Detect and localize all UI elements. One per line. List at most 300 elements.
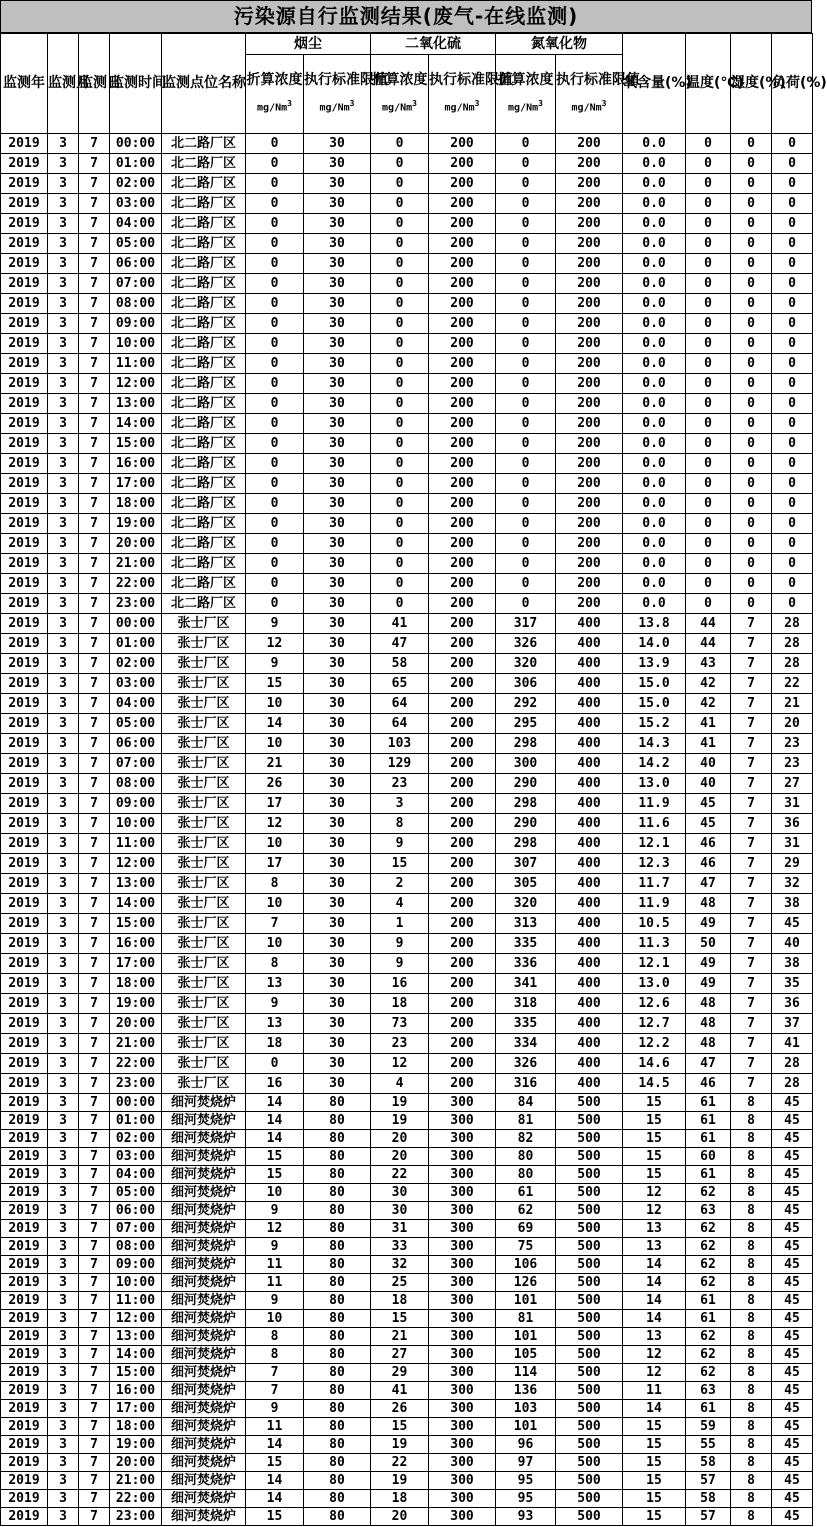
cell-smoke-conc: 0 <box>246 594 304 614</box>
header-so2-conc <box>371 55 429 134</box>
cell-so2-limit: 200 <box>429 334 496 354</box>
cell-so2-conc: 12 <box>371 1054 429 1074</box>
cell-so2-limit: 200 <box>429 954 496 974</box>
header-load: 负荷(%) <box>772 34 813 134</box>
cell-oxygen: 0.0 <box>623 434 686 454</box>
unit-label: mg/Nm$^3$ <box>444 98 480 114</box>
cell-smoke-limit: 80 <box>304 1346 371 1364</box>
cell-temperature: 48 <box>686 1014 731 1034</box>
cell-temperature: 49 <box>686 954 731 974</box>
cell-smoke-limit: 30 <box>304 834 371 854</box>
cell-day: 7 <box>79 1184 110 1202</box>
cell-nox-conc: 0 <box>496 454 556 474</box>
cell-year: 2019 <box>1 234 48 254</box>
cell-so2-limit: 200 <box>429 494 496 514</box>
header-time: 监测时间 <box>110 34 162 134</box>
cell-humidity: 7 <box>731 894 772 914</box>
cell-so2-conc: 0 <box>371 454 429 474</box>
header-group-smoke: 烟尘 <box>246 34 371 55</box>
cell-so2-conc: 4 <box>371 1074 429 1094</box>
cell-so2-conc: 20 <box>371 1508 429 1526</box>
cell-site: 张士厂区 <box>162 894 246 914</box>
cell-nox-limit: 400 <box>556 874 623 894</box>
cell-month: 3 <box>48 1094 79 1112</box>
cell-smoke-limit: 30 <box>304 1054 371 1074</box>
cell-nox-limit: 200 <box>556 134 623 154</box>
cell-smoke-limit: 80 <box>304 1274 371 1292</box>
cell-oxygen: 0.0 <box>623 374 686 394</box>
table-row <box>1 1202 813 1220</box>
cell-so2-limit: 200 <box>429 154 496 174</box>
cell-year: 2019 <box>1 1454 48 1472</box>
cell-so2-conc: 64 <box>371 714 429 734</box>
cell-humidity: 8 <box>731 1418 772 1436</box>
cell-year: 2019 <box>1 354 48 374</box>
cell-year: 2019 <box>1 1400 48 1418</box>
cell-so2-limit: 200 <box>429 1074 496 1094</box>
cell-site: 北二路厂区 <box>162 574 246 594</box>
cell-humidity: 0 <box>731 254 772 274</box>
cell-site: 张士厂区 <box>162 914 246 934</box>
cell-site: 北二路厂区 <box>162 394 246 414</box>
cell-so2-limit: 200 <box>429 274 496 294</box>
table-row <box>1 174 813 194</box>
cell-oxygen: 15.0 <box>623 674 686 694</box>
cell-temperature: 41 <box>686 714 731 734</box>
cell-so2-conc: 21 <box>371 1328 429 1346</box>
cell-year: 2019 <box>1 814 48 834</box>
cell-temperature: 57 <box>686 1508 731 1526</box>
cell-time: 23:00 <box>110 1074 162 1094</box>
cell-site: 细河焚烧炉 <box>162 1310 246 1328</box>
cell-time: 14:00 <box>110 414 162 434</box>
unit-label: mg/Nm$^3$ <box>508 98 543 114</box>
cell-smoke-conc: 14 <box>246 1112 304 1130</box>
cell-year: 2019 <box>1 1436 48 1454</box>
cell-temperature: 62 <box>686 1328 731 1346</box>
cell-site: 北二路厂区 <box>162 514 246 534</box>
table-row <box>1 1418 813 1436</box>
cell-smoke-limit: 30 <box>304 594 371 614</box>
cell-day: 7 <box>79 1166 110 1184</box>
cell-smoke-limit: 30 <box>304 414 371 434</box>
cell-temperature: 45 <box>686 794 731 814</box>
cell-smoke-limit: 30 <box>304 654 371 674</box>
unit-label: mg/Nm$^3$ <box>319 98 355 114</box>
cell-year: 2019 <box>1 314 48 334</box>
cell-time: 02:00 <box>110 174 162 194</box>
cell-humidity: 7 <box>731 994 772 1014</box>
cell-so2-limit: 200 <box>429 254 496 274</box>
cell-nox-limit: 400 <box>556 774 623 794</box>
cell-load: 45 <box>772 1436 813 1454</box>
cell-temperature: 0 <box>686 574 731 594</box>
cell-so2-limit: 300 <box>429 1130 496 1148</box>
cell-day: 7 <box>79 434 110 454</box>
cell-time: 06:00 <box>110 1202 162 1220</box>
cell-year: 2019 <box>1 694 48 714</box>
cell-smoke-conc: 14 <box>246 1472 304 1490</box>
cell-month: 3 <box>48 434 79 454</box>
table-row <box>1 1094 813 1112</box>
cell-nox-limit: 200 <box>556 434 623 454</box>
cell-oxygen: 11 <box>623 1382 686 1400</box>
cell-humidity: 7 <box>731 614 772 634</box>
cell-month: 3 <box>48 734 79 754</box>
cell-time: 18:00 <box>110 974 162 994</box>
cell-humidity: 0 <box>731 394 772 414</box>
cell-nox-conc: 290 <box>496 774 556 794</box>
cell-oxygen: 13.0 <box>623 974 686 994</box>
cell-so2-limit: 200 <box>429 934 496 954</box>
cell-smoke-limit: 30 <box>304 894 371 914</box>
cell-load: 0 <box>772 534 813 554</box>
table-row <box>1 654 813 674</box>
cell-nox-limit: 400 <box>556 914 623 934</box>
cell-so2-limit: 300 <box>429 1220 496 1238</box>
cell-year: 2019 <box>1 1418 48 1436</box>
cell-smoke-conc: 0 <box>246 274 304 294</box>
table-row <box>1 1292 813 1310</box>
cell-so2-limit: 200 <box>429 674 496 694</box>
cell-oxygen: 14 <box>623 1310 686 1328</box>
cell-day: 7 <box>79 714 110 734</box>
cell-nox-conc: 336 <box>496 954 556 974</box>
cell-nox-conc: 317 <box>496 614 556 634</box>
cell-so2-conc: 19 <box>371 1094 429 1112</box>
cell-so2-conc: 103 <box>371 734 429 754</box>
cell-temperature: 47 <box>686 1054 731 1074</box>
cell-oxygen: 0.0 <box>623 534 686 554</box>
cell-smoke-limit: 30 <box>304 974 371 994</box>
cell-smoke-conc: 14 <box>246 1436 304 1454</box>
cell-humidity: 0 <box>731 214 772 234</box>
cell-nox-conc: 0 <box>496 254 556 274</box>
header-nox-conc <box>496 55 556 134</box>
cell-nox-conc: 318 <box>496 994 556 1014</box>
cell-day: 7 <box>79 1054 110 1074</box>
cell-nox-limit: 400 <box>556 674 623 694</box>
cell-time: 04:00 <box>110 694 162 714</box>
cell-smoke-conc: 8 <box>246 874 304 894</box>
cell-year: 2019 <box>1 454 48 474</box>
cell-smoke-limit: 30 <box>304 954 371 974</box>
cell-nox-conc: 326 <box>496 634 556 654</box>
cell-temperature: 0 <box>686 174 731 194</box>
cell-time: 16:00 <box>110 1382 162 1400</box>
cell-day: 7 <box>79 614 110 634</box>
cell-so2-limit: 200 <box>429 794 496 814</box>
cell-humidity: 0 <box>731 334 772 354</box>
cell-temperature: 40 <box>686 774 731 794</box>
table-row <box>1 294 813 314</box>
cell-so2-conc: 15 <box>371 1310 429 1328</box>
cell-day: 7 <box>79 934 110 954</box>
table-row <box>1 934 813 954</box>
cell-nox-limit: 200 <box>556 334 623 354</box>
cell-smoke-limit: 30 <box>304 674 371 694</box>
table-row <box>1 914 813 934</box>
cell-time: 23:00 <box>110 594 162 614</box>
cell-day: 7 <box>79 594 110 614</box>
cell-temperature: 0 <box>686 554 731 574</box>
cell-so2-conc: 32 <box>371 1256 429 1274</box>
cell-site: 北二路厂区 <box>162 414 246 434</box>
cell-temperature: 61 <box>686 1292 731 1310</box>
cell-load: 0 <box>772 374 813 394</box>
cell-site: 细河焚烧炉 <box>162 1364 246 1382</box>
cell-temperature: 0 <box>686 374 731 394</box>
monitoring-table <box>0 33 827 1526</box>
cell-nox-limit: 500 <box>556 1148 623 1166</box>
header-site: 监测点位名称 <box>162 34 246 134</box>
cell-so2-limit: 300 <box>429 1310 496 1328</box>
cell-temperature: 44 <box>686 634 731 654</box>
cell-smoke-conc: 10 <box>246 694 304 714</box>
cell-smoke-conc: 0 <box>246 234 304 254</box>
cell-oxygen: 0.0 <box>623 274 686 294</box>
cell-nox-conc: 80 <box>496 1148 556 1166</box>
cell-site: 张士厂区 <box>162 734 246 754</box>
cell-load: 45 <box>772 1328 813 1346</box>
cell-oxygen: 13 <box>623 1328 686 1346</box>
table-row <box>1 194 813 214</box>
cell-so2-conc: 22 <box>371 1454 429 1472</box>
cell-humidity: 0 <box>731 434 772 454</box>
cell-year: 2019 <box>1 654 48 674</box>
table-row <box>1 1256 813 1274</box>
cell-so2-limit: 200 <box>429 994 496 1014</box>
cell-load: 0 <box>772 434 813 454</box>
cell-nox-conc: 103 <box>496 1400 556 1418</box>
cell-so2-limit: 300 <box>429 1112 496 1130</box>
cell-load: 0 <box>772 274 813 294</box>
cell-temperature: 0 <box>686 514 731 534</box>
cell-so2-limit: 300 <box>429 1166 496 1184</box>
cell-month: 3 <box>48 454 79 474</box>
cell-time: 16:00 <box>110 934 162 954</box>
cell-nox-conc: 81 <box>496 1112 556 1130</box>
table-row <box>1 974 813 994</box>
cell-year: 2019 <box>1 974 48 994</box>
cell-load: 0 <box>772 294 813 314</box>
cell-time: 22:00 <box>110 1490 162 1508</box>
cell-oxygen: 12 <box>623 1202 686 1220</box>
cell-so2-limit: 200 <box>429 134 496 154</box>
cell-year: 2019 <box>1 374 48 394</box>
cell-year: 2019 <box>1 434 48 454</box>
cell-so2-conc: 9 <box>371 954 429 974</box>
cell-load: 0 <box>772 234 813 254</box>
cell-oxygen: 0.0 <box>623 354 686 374</box>
cell-smoke-limit: 80 <box>304 1328 371 1346</box>
cell-so2-limit: 200 <box>429 894 496 914</box>
cell-year: 2019 <box>1 474 48 494</box>
cell-month: 3 <box>48 1148 79 1166</box>
cell-temperature: 0 <box>686 334 731 354</box>
cell-humidity: 7 <box>731 974 772 994</box>
cell-humidity: 7 <box>731 814 772 834</box>
cell-month: 3 <box>48 1472 79 1490</box>
cell-load: 45 <box>772 1166 813 1184</box>
cell-load: 41 <box>772 1034 813 1054</box>
cell-nox-limit: 200 <box>556 394 623 414</box>
cell-humidity: 8 <box>731 1328 772 1346</box>
cell-month: 3 <box>48 894 79 914</box>
cell-smoke-limit: 30 <box>304 614 371 634</box>
cell-month: 3 <box>48 1454 79 1472</box>
cell-nox-conc: 0 <box>496 214 556 234</box>
cell-month: 3 <box>48 714 79 734</box>
cell-year: 2019 <box>1 1382 48 1400</box>
table-row <box>1 554 813 574</box>
cell-month: 3 <box>48 414 79 434</box>
cell-oxygen: 0.0 <box>623 454 686 474</box>
cell-site: 北二路厂区 <box>162 434 246 454</box>
cell-year: 2019 <box>1 674 48 694</box>
cell-site: 北二路厂区 <box>162 534 246 554</box>
cell-temperature: 46 <box>686 834 731 854</box>
cell-load: 0 <box>772 254 813 274</box>
cell-humidity: 8 <box>731 1508 772 1526</box>
cell-day: 7 <box>79 1436 110 1454</box>
cell-year: 2019 <box>1 554 48 574</box>
cell-month: 3 <box>48 1166 79 1184</box>
cell-time: 02:00 <box>110 1130 162 1148</box>
cell-temperature: 62 <box>686 1364 731 1382</box>
cell-time: 19:00 <box>110 514 162 534</box>
cell-so2-limit: 200 <box>429 534 496 554</box>
cell-nox-limit: 200 <box>556 454 623 474</box>
cell-site: 北二路厂区 <box>162 334 246 354</box>
cell-site: 细河焚烧炉 <box>162 1382 246 1400</box>
cell-day: 7 <box>79 314 110 334</box>
cell-day: 7 <box>79 1130 110 1148</box>
cell-temperature: 61 <box>686 1112 731 1130</box>
cell-smoke-conc: 7 <box>246 1382 304 1400</box>
cell-temperature: 46 <box>686 854 731 874</box>
cell-smoke-conc: 12 <box>246 814 304 834</box>
table-row <box>1 834 813 854</box>
cell-nox-limit: 400 <box>556 934 623 954</box>
cell-humidity: 7 <box>731 734 772 754</box>
table-row <box>1 1472 813 1490</box>
cell-nox-conc: 320 <box>496 654 556 674</box>
cell-day: 7 <box>79 1094 110 1112</box>
cell-load: 38 <box>772 894 813 914</box>
cell-site: 细河焚烧炉 <box>162 1436 246 1454</box>
cell-so2-limit: 300 <box>429 1400 496 1418</box>
cell-time: 12:00 <box>110 1310 162 1328</box>
cell-year: 2019 <box>1 294 48 314</box>
cell-month: 3 <box>48 814 79 834</box>
cell-load: 45 <box>772 1148 813 1166</box>
cell-smoke-conc: 7 <box>246 914 304 934</box>
cell-humidity: 0 <box>731 574 772 594</box>
cell-year: 2019 <box>1 1074 48 1094</box>
cell-time: 02:00 <box>110 654 162 674</box>
cell-so2-conc: 0 <box>371 174 429 194</box>
cell-time: 15:00 <box>110 1364 162 1382</box>
cell-smoke-conc: 9 <box>246 1400 304 1418</box>
cell-oxygen: 14.3 <box>623 734 686 754</box>
cell-load: 35 <box>772 974 813 994</box>
cell-so2-limit: 300 <box>429 1256 496 1274</box>
cell-so2-limit: 300 <box>429 1382 496 1400</box>
cell-nox-limit: 200 <box>556 254 623 274</box>
cell-time: 01:00 <box>110 634 162 654</box>
header-row-groups <box>1 34 813 55</box>
cell-year: 2019 <box>1 514 48 534</box>
cell-nox-conc: 97 <box>496 1454 556 1472</box>
cell-month: 3 <box>48 1034 79 1054</box>
cell-so2-conc: 8 <box>371 814 429 834</box>
cell-so2-limit: 300 <box>429 1508 496 1526</box>
cell-month: 3 <box>48 154 79 174</box>
cell-nox-conc: 105 <box>496 1346 556 1364</box>
cell-load: 45 <box>772 1364 813 1382</box>
cell-time: 05:00 <box>110 234 162 254</box>
cell-smoke-limit: 30 <box>304 354 371 374</box>
cell-oxygen: 0.0 <box>623 254 686 274</box>
cell-day: 7 <box>79 1256 110 1274</box>
cell-month: 3 <box>48 1400 79 1418</box>
cell-day: 7 <box>79 1508 110 1526</box>
cell-month: 3 <box>48 634 79 654</box>
cell-smoke-limit: 80 <box>304 1418 371 1436</box>
cell-temperature: 48 <box>686 1034 731 1054</box>
cell-nox-limit: 200 <box>556 174 623 194</box>
cell-so2-limit: 200 <box>429 634 496 654</box>
cell-day: 7 <box>79 1014 110 1034</box>
cell-smoke-conc: 10 <box>246 894 304 914</box>
cell-day: 7 <box>79 394 110 414</box>
cell-oxygen: 13.9 <box>623 654 686 674</box>
cell-year: 2019 <box>1 1184 48 1202</box>
cell-site: 细河焚烧炉 <box>162 1400 246 1418</box>
cell-smoke-limit: 30 <box>304 754 371 774</box>
cell-time: 15:00 <box>110 914 162 934</box>
cell-nox-limit: 500 <box>556 1364 623 1382</box>
cell-site: 北二路厂区 <box>162 594 246 614</box>
cell-nox-conc: 0 <box>496 354 556 374</box>
cell-smoke-limit: 30 <box>304 454 371 474</box>
cell-nox-limit: 500 <box>556 1238 623 1256</box>
cell-time: 22:00 <box>110 574 162 594</box>
cell-month: 3 <box>48 1202 79 1220</box>
cell-smoke-limit: 30 <box>304 494 371 514</box>
cell-day: 7 <box>79 1400 110 1418</box>
cell-year: 2019 <box>1 574 48 594</box>
cell-smoke-limit: 80 <box>304 1130 371 1148</box>
cell-so2-conc: 19 <box>371 1472 429 1490</box>
cell-humidity: 0 <box>731 554 772 574</box>
cell-smoke-limit: 80 <box>304 1472 371 1490</box>
cell-day: 7 <box>79 354 110 374</box>
cell-nox-limit: 200 <box>556 354 623 374</box>
cell-time: 04:00 <box>110 214 162 234</box>
cell-so2-limit: 200 <box>429 174 496 194</box>
cell-nox-conc: 69 <box>496 1220 556 1238</box>
table-row <box>1 1054 813 1074</box>
cell-site: 细河焚烧炉 <box>162 1472 246 1490</box>
cell-smoke-limit: 30 <box>304 1034 371 1054</box>
cell-year: 2019 <box>1 1274 48 1292</box>
cell-so2-limit: 200 <box>429 914 496 934</box>
cell-smoke-conc: 26 <box>246 774 304 794</box>
cell-nox-conc: 81 <box>496 1310 556 1328</box>
header-so2-limit <box>429 55 513 134</box>
